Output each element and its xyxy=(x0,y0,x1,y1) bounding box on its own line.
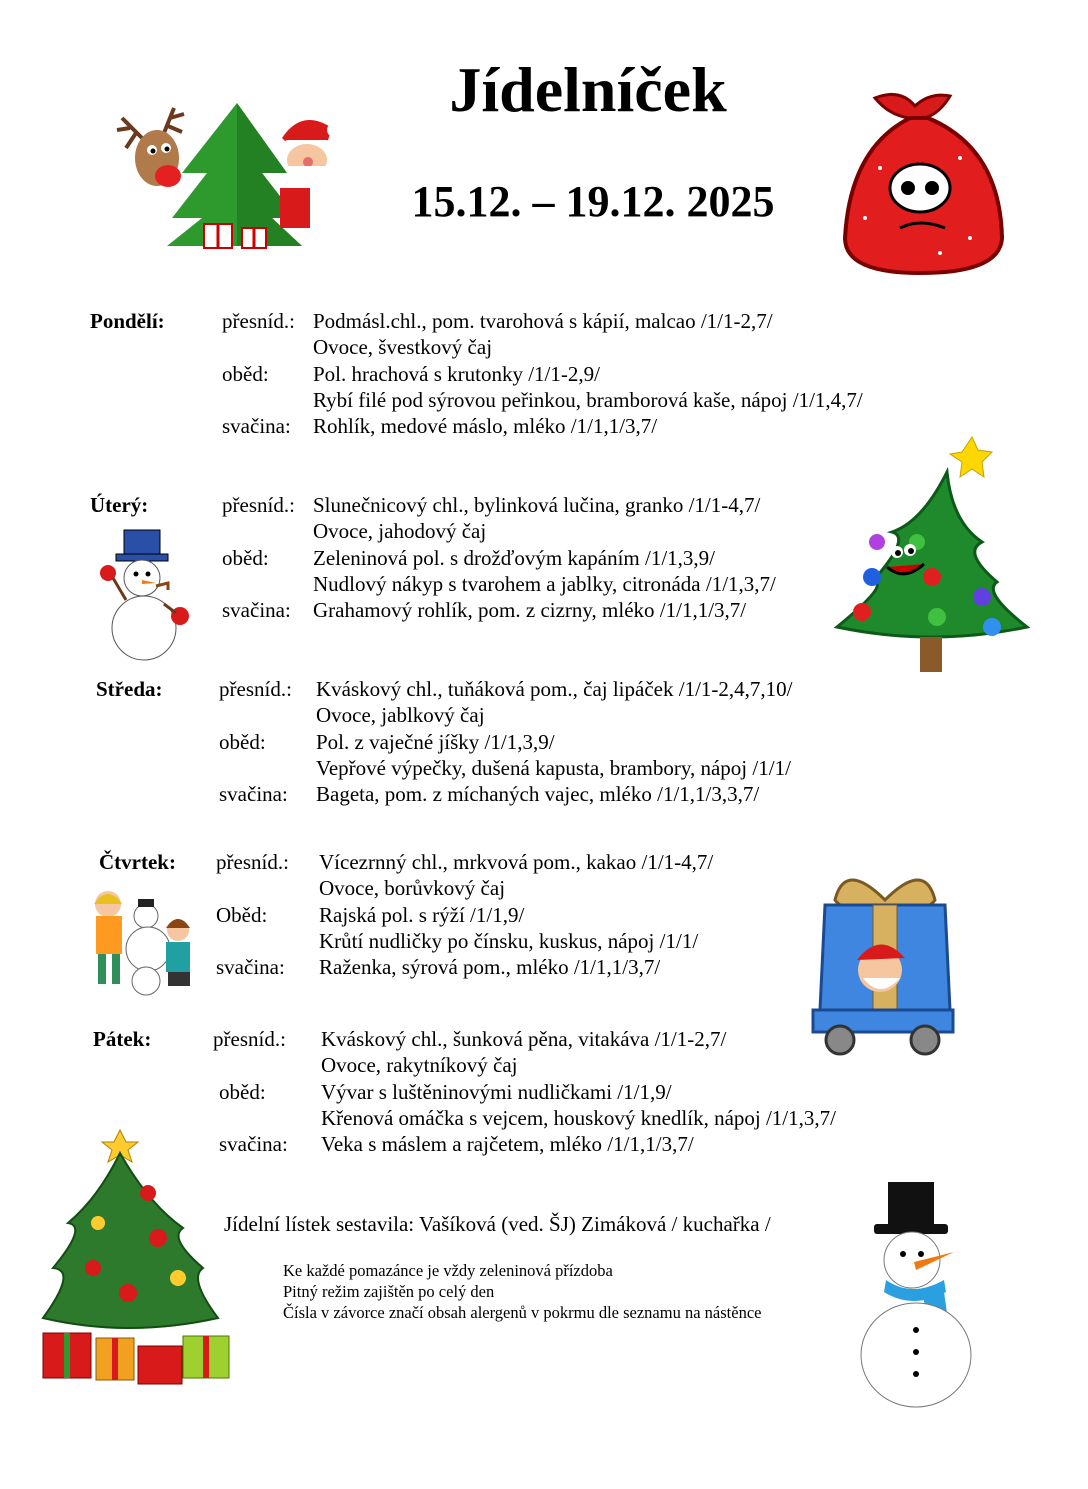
meal-type-obed: oběd: xyxy=(219,1079,266,1104)
snowman-with-scarf-clipart xyxy=(858,1180,983,1410)
day-label-ctvrtek: Čtvrtek: xyxy=(99,850,176,874)
meal-item: Nudlový nákyp s tvarohem a jablky, citronáda /1/1,3,7/ xyxy=(313,571,776,596)
note-drinking-regime: Pitný režim zajištěn po celý den xyxy=(283,1282,495,1301)
page-title: Jídelníček xyxy=(449,54,727,125)
note-vegetable-garnish: Ke každé pomazánce je vždy zeleninová přízdoba xyxy=(283,1261,613,1280)
meal-item: Slunečnicový chl., bylinková lučina, granko /1/1-4,7/ xyxy=(313,493,761,517)
date-range: 15.12. – 19.12. 2025 xyxy=(411,177,775,226)
meal-item: Raženka, sýrová pom., mléko /1/1,1/3,7/ xyxy=(319,955,661,980)
meal-item: Ovoce, jahodový čaj xyxy=(313,519,487,544)
meal-item: Rohlík, medové máslo, mléko /1/1,1/3,7/ xyxy=(313,414,658,439)
meal-item: Rybí filé pod sýrovou peřinkou, bramborová kaše, nápoj /1/1,4,7/ xyxy=(313,387,863,412)
snowman-clipart xyxy=(98,528,193,663)
meal-item: Veka s máslem a rajčetem, mléko /1/1,1/3,7/ xyxy=(321,1132,694,1157)
menu-author-signature: Jídelní lístek sestavila: Vašíková (ved. ŠJ) Zimáková / kuchařka / xyxy=(224,1212,771,1236)
christmas-tree-clipart xyxy=(832,432,1032,687)
reindeer-tree-santa-clipart xyxy=(112,98,342,253)
meal-type-obed: Oběd: xyxy=(216,902,268,927)
kids-building-snowman-clipart xyxy=(86,884,204,996)
meal-type-svacina: svačina: xyxy=(219,782,288,807)
meal-type-svacina: svačina: xyxy=(222,414,291,439)
meal-type-obed: oběd: xyxy=(222,545,269,570)
meal-item: Ovoce, jablkový čaj xyxy=(316,703,485,728)
meal-item: Pol. hrachová s krutonky /1/1-2,9/ xyxy=(313,361,600,386)
meal-item: Podmásl.chl., pom. tvarohová s kápií, malcao /1/1-2,7/ xyxy=(313,309,773,333)
meal-type-svacina: svačina: xyxy=(216,955,285,980)
meal-item: Grahamový rohlík, pom. z cizrny, mléko /1/1,1/3,7/ xyxy=(313,598,747,623)
meal-type-svacina: svačina: xyxy=(222,598,291,623)
meal-item: Ovoce, švestkový čaj xyxy=(313,335,493,360)
meal-type-presnid: přesníd.: xyxy=(213,1027,286,1051)
meal-type-obed: oběd: xyxy=(219,729,266,754)
meal-type-obed: oběd: xyxy=(222,361,269,386)
note-allergens: Čísla v závorce značí obsah alergenů v pokrmu dle seznamu na nástěnce xyxy=(283,1303,762,1322)
meal-item: Křenová omáčka s vejcem, houskový knedlík, nápoj /1/1,3,7/ xyxy=(321,1105,836,1130)
gift-sack-clipart xyxy=(830,88,1010,278)
meal-item: Ovoce, rakytníkový čaj xyxy=(321,1053,518,1078)
meal-type-presnid: přesníd.: xyxy=(222,493,295,517)
day-label-patek: Pátek: xyxy=(93,1027,152,1051)
meal-item: Ovoce, borůvkový čaj xyxy=(319,876,506,901)
meal-item: Kváskový chl., tuňáková pom., čaj lipáček /1/1-2,4,7,10/ xyxy=(316,677,793,701)
day-label-streda: Středa: xyxy=(96,677,163,701)
meal-item: Vývar s luštěninovými nudličkami /1/1,9/ xyxy=(321,1079,672,1104)
decorated-tree-with-gifts-clipart xyxy=(38,1128,238,1390)
meal-item: Kváskový chl., šunková pěna, vitakáva /1/1-2,7/ xyxy=(321,1027,727,1051)
meal-item: Pol. z vaječné jíšky /1/1,3,9/ xyxy=(316,729,555,754)
meal-item: Zeleninová pol. s drožďovým kapáním /1/1,3,9/ xyxy=(313,545,716,570)
meal-item: Vícezrnný chl., mrkvová pom., kakao /1/1-4,7/ xyxy=(319,850,714,874)
meal-item: Krůtí nudličky po čínsku, kuskus, nápoj /1/1/ xyxy=(319,928,699,953)
meal-item: Rajská pol. s rýží /1/1,9/ xyxy=(319,902,525,927)
meal-type-presnid: přesníd.: xyxy=(216,850,289,874)
meal-type-presnid: přesníd.: xyxy=(222,309,295,333)
meal-item: Bageta, pom. z míchaných vajec, mléko /1/1,1/3,3,7/ xyxy=(316,782,760,807)
meal-item: Vepřové výpečky, dušená kapusta, brambory, nápoj /1/1/ xyxy=(316,755,791,780)
day-label-utery: Úterý: xyxy=(90,493,149,517)
santa-gift-box-cart-clipart xyxy=(805,860,970,1060)
meal-type-svacina: svačina: xyxy=(219,1132,288,1157)
meal-type-presnid: přesníd.: xyxy=(219,677,292,701)
day-label-pondeli: Pondělí: xyxy=(90,309,165,333)
